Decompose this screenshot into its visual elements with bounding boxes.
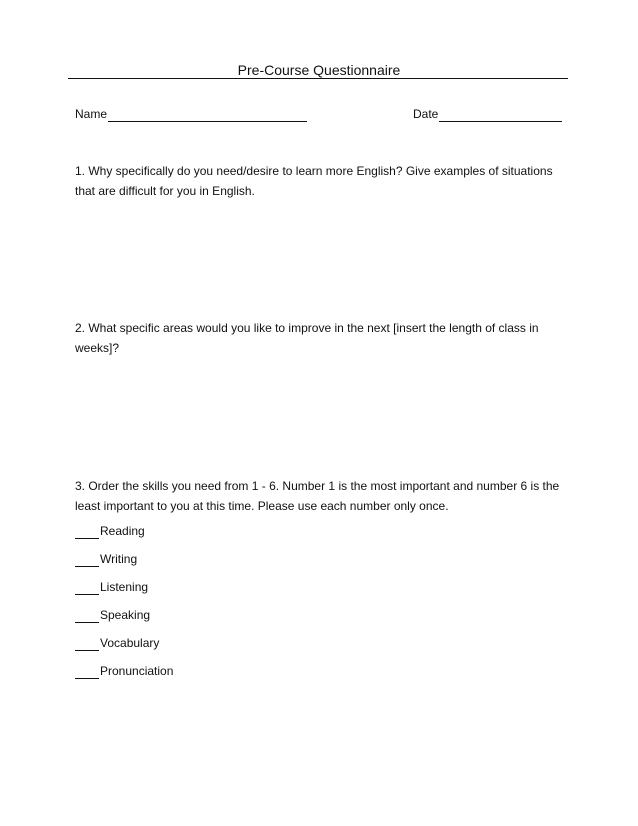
rank-blank-line[interactable]	[75, 609, 99, 623]
date-blank-line[interactable]	[439, 108, 562, 122]
date-label: Date	[413, 107, 439, 121]
rank-blank-line[interactable]	[75, 581, 99, 595]
question-3: 3. Order the skills you need from 1 - 6. Number 1 is the most important and number 6 is the least important to you at this time. Please use each number only once.	[75, 479, 560, 513]
skill-item-reading[interactable]	[75, 523, 145, 539]
skill-item-vocabulary[interactable]	[75, 635, 159, 651]
rank-blank-line[interactable]	[75, 525, 99, 539]
name-blank-line[interactable]	[108, 108, 307, 122]
skill-label: Pronunciation	[100, 664, 174, 678]
rank-blank-line[interactable]	[75, 665, 99, 679]
skill-label: Reading	[100, 524, 145, 538]
skill-item-listening[interactable]	[75, 579, 148, 595]
rank-blank-line[interactable]	[75, 637, 99, 651]
skill-label: Listening	[100, 580, 149, 594]
skill-item-writing[interactable]	[75, 551, 137, 567]
question-1: 1. Why specifically do you need/desire to learn more English? Give examples of situations that are difficult for you in English.	[75, 164, 553, 198]
question-2: 2. What specific areas would you like to improve in the next [insert the length of class in weeks]?	[75, 321, 539, 355]
skill-item-speaking[interactable]	[75, 607, 150, 623]
date-field[interactable]	[413, 106, 562, 122]
skill-item-pronunciation[interactable]	[75, 663, 173, 679]
skill-label: Vocabulary	[100, 636, 160, 650]
name-field[interactable]	[75, 106, 307, 122]
page-title: Pre-Course Questionnaire	[237, 62, 401, 78]
rank-blank-line[interactable]	[75, 553, 99, 567]
title-underline	[68, 78, 568, 79]
name-label: Name	[75, 107, 108, 121]
skill-label: Speaking	[100, 608, 151, 622]
skill-label: Writing	[100, 552, 138, 566]
